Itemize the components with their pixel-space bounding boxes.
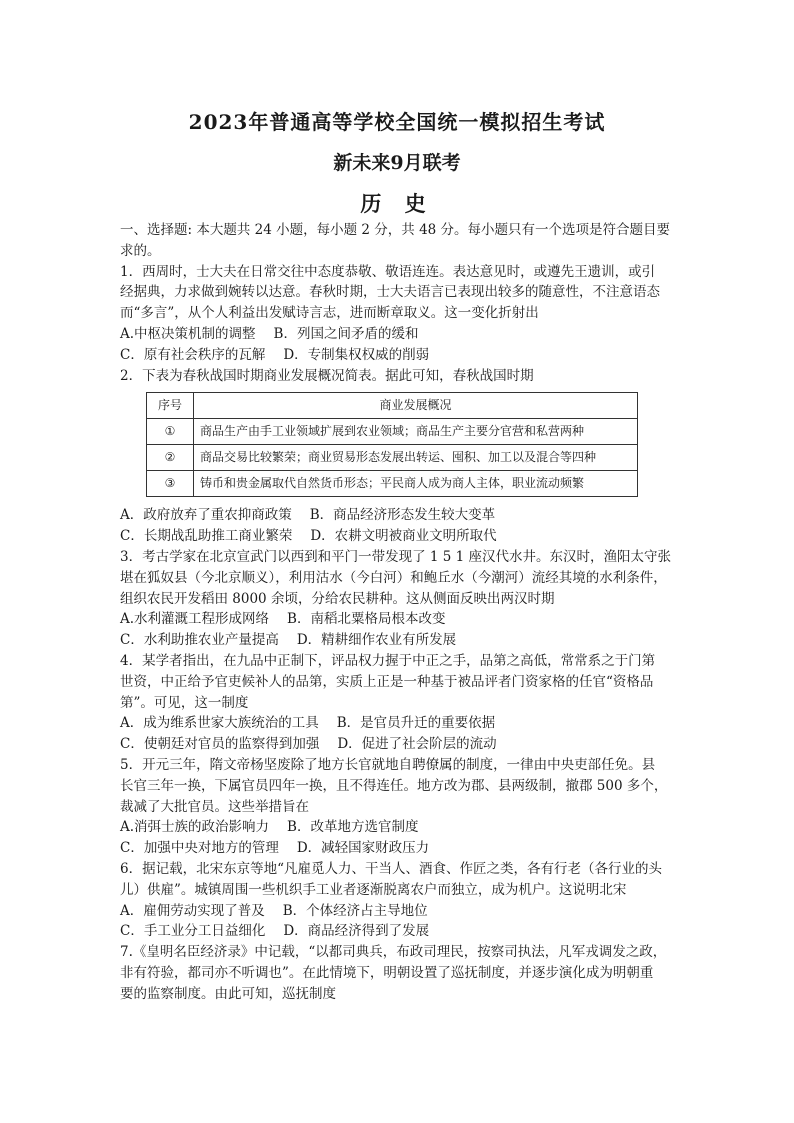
option-b: B．列国之间矛盾的缓和: [273, 325, 419, 342]
option-b: B．改革地方选官制度: [287, 819, 419, 836]
options-row: [120, 526, 676, 547]
option-d: D．商品经济得到了发展: [283, 923, 430, 940]
question-1: [120, 262, 676, 366]
exam-body: [120, 220, 676, 1005]
table-header-cell: 序号: [147, 393, 194, 419]
table-header-row: [147, 393, 638, 419]
option-c: C．手工业分工日益细化: [120, 923, 266, 940]
table-row: [147, 445, 638, 471]
option-d: D．专制集权权威的削弱: [283, 346, 430, 363]
question-stem-line: 要的监察制度。由此可知，巡抚制度: [120, 985, 336, 1002]
table-cell: ①: [147, 419, 194, 445]
options-row: [120, 734, 676, 755]
question-5: [120, 755, 676, 859]
options-row: [120, 921, 676, 942]
question-stem-line: 长官三年一换，下属官员四年一换，且不得连任。地方改为郡、县两级制，撤郡 500 多个，: [120, 777, 668, 794]
exam-subtitle: 新未来9月联考: [333, 152, 461, 174]
option-b: B．是官员升迁的重要依据: [336, 715, 496, 732]
option-b: B．南稻北粟格局根本改变: [287, 611, 446, 628]
option-d: D．促进了社会阶层的流动: [337, 736, 497, 753]
options-row: [120, 505, 676, 526]
options-row: [120, 630, 676, 651]
option-a: A.消弭士族的政治影响力: [120, 819, 270, 836]
options-row: [120, 609, 676, 630]
option-a: A．成为维系世家大族统治的工具: [120, 715, 319, 732]
question-stem-line: 3．考古学家在北京宣武门以西到和平门一带发现了 1 5 1 座汉代水井。东汉时，渔阳太守张: [120, 548, 672, 565]
options-row: [120, 713, 676, 734]
table-cell: 商品交易比较繁荣；商业贸易形态发展出转运、囤积、加工以及混合等四种: [194, 445, 638, 471]
question-6: [120, 859, 676, 942]
option-a: A．政府放弃了重农抑商政策: [120, 507, 292, 524]
option-a: A．雇佣劳动实现了普及: [120, 902, 265, 919]
option-b: B．个体经济占主导地位: [282, 902, 428, 919]
option-c: C．原有社会秩序的瓦解: [120, 346, 266, 363]
question-stem-line: 儿）供雇”。城镇周围一些机织手工业者逐渐脱离农户而独立，成为机户。这说明北宋: [120, 881, 627, 898]
options-row: [120, 838, 676, 859]
table-cell: 铸币和贵金属取代自然货币形态；平民商人成为商人主体，职业流动频繁: [194, 471, 638, 497]
question-stem-line: 裁减了大批官员。这些举措旨在: [120, 798, 309, 815]
question-stem-line: 世资，中正给予官吏候补人的品第，实质上正是一种基于被品评者门资家格的任官“资格品: [120, 673, 654, 690]
table-cell: 商品生产由手工业领域扩展到农业领域；商品生产主要分官营和私营两种: [194, 419, 638, 445]
table-cell: ②: [147, 445, 194, 471]
table-cell: ③: [147, 471, 194, 497]
question-stem-line: 1．西周时，士大夫在日常交往中态度恭敬、敬语连连。表达意见时，或遵先王遗训，或引: [120, 263, 656, 280]
option-a: A.中枢决策机制的调整: [120, 325, 256, 342]
question-3: [120, 547, 676, 651]
question-stem-line: 经据典，力求做到婉转以达意。春秋时期，士大夫语言已表现出较多的随意性，不注意语态: [120, 284, 660, 301]
question-stem-line: 非有符验，都司亦不听调也”。在此情境下，明朝设置了巡抚制度，并逐步演化成为明朝重: [120, 964, 654, 981]
option-c: C．加强中央对地方的管理: [120, 840, 279, 857]
option-c: C．使朝廷对官员的监察得到加强: [120, 736, 320, 753]
table-row: [147, 471, 638, 497]
options-row: [120, 324, 676, 345]
question-stem-line: 7.《皇明名臣经济录》中记载，“以都司典兵，布政司理民，按察司执法，凡军戎调发之政，: [120, 944, 667, 961]
options-row: [120, 345, 676, 366]
exam-title: 2023年普通高等学校全国统一模拟招生考试: [188, 110, 606, 134]
question-7: [120, 942, 676, 1004]
question-stem-line: 组织农民开发稻田 8000 余顷，分给农民耕种。这从侧面反映出两汉时期: [120, 590, 555, 607]
option-d: D．农耕文明被商业文明所取代: [310, 528, 497, 545]
options-row: [120, 817, 676, 838]
table-row: [147, 419, 638, 445]
option-b: B．商品经济形态发生较大变革: [309, 507, 496, 524]
question-stem-line: 4．某学者指出，在九品中正制下，评品权力握于中正之手，品第之高低，常常系之于门第: [120, 652, 656, 669]
question-stem-line: 而“多言”，从个人利益出发赋诗言志，进而断章取义。这一变化折射出: [120, 305, 539, 322]
options-row: [120, 901, 676, 922]
question-stem-line: 堪在狐奴县（今北京顺义），利用沽水（今白河）和鲍丘水（今潮河）流经其境的水利条件，: [120, 569, 667, 586]
option-c: C．水利助推农业产量提高: [120, 632, 279, 649]
question-stem-line: 5．开元三年，隋文帝杨坚废除了地方长官就地自聘僚属的制度，一律由中央吏部任免。县: [120, 756, 656, 773]
question-stem-line: 第”。可见，这一制度: [120, 694, 249, 711]
option-d: D．减轻国家财政压力: [296, 840, 430, 857]
intro-line: 求的。: [120, 242, 161, 259]
question-4: [120, 651, 676, 755]
intro-line: 一、选择题: 本大题共 24 小题，每小题 2 分，共 48 分。每小题只有一个选项是符合题目要: [120, 222, 671, 238]
option-c: C．长期战乱助推工商业繁荣: [120, 528, 293, 545]
option-a: A.水利灌溉工程形成网络: [120, 611, 270, 628]
table-header-cell: 商业发展概况: [194, 393, 638, 419]
commerce-table: [146, 392, 638, 497]
section-intro: [120, 220, 676, 262]
question-stem-line: 2．下表为春秋战国时期商业发展概况简表。据此可知，春秋战国时期: [120, 367, 534, 384]
subject-title: 历 史: [360, 191, 434, 216]
question-2: [120, 366, 676, 547]
question-stem-line: 6．据记载，北宋东京等地“凡雇觅人力、干当人、酒食、作匠之类，各有行老（各行业的头: [120, 860, 662, 877]
option-d: D．精耕细作农业有所发展: [296, 632, 457, 649]
